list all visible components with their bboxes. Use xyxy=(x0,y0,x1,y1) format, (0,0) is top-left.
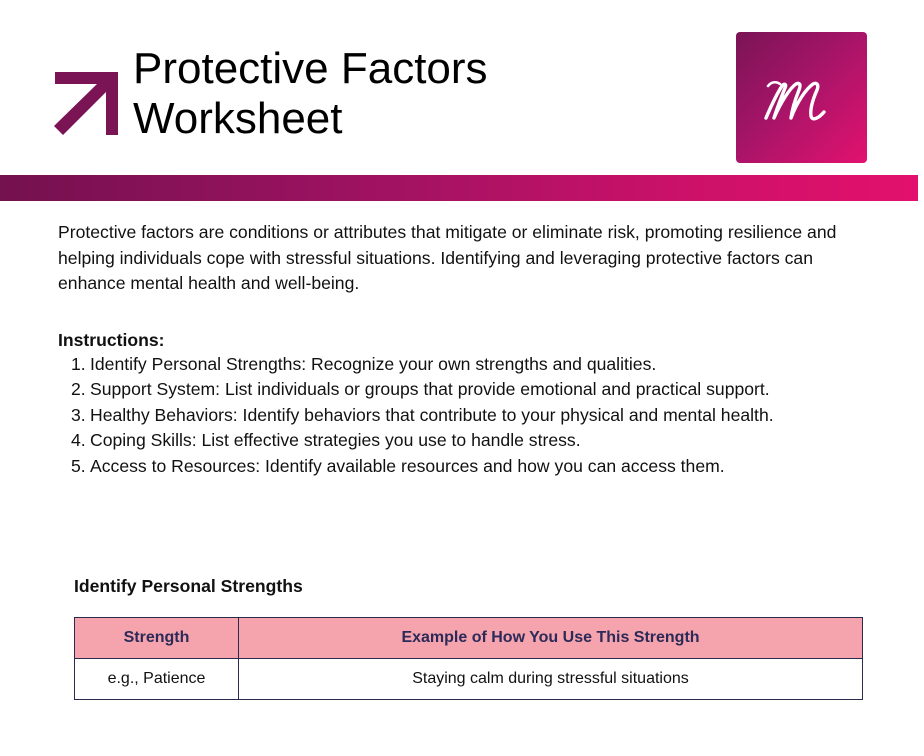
instruction-step xyxy=(71,454,880,479)
instruction-step xyxy=(71,352,880,377)
strengths-table xyxy=(74,617,863,700)
step-number: 1. xyxy=(71,354,86,374)
table-cell-strength[interactable]: e.g., Patience xyxy=(75,659,239,700)
instructions-heading: Instructions: xyxy=(58,330,165,350)
table-row xyxy=(75,659,863,700)
table-cell-example[interactable]: Staying calm during stressful situations xyxy=(239,659,863,700)
step-text: Identify Personal Strengths: Recognize your own strengths and qualities. xyxy=(90,354,657,374)
step-text: Access to Resources: Identify available resources and how you can access them. xyxy=(90,455,725,476)
step-text: Healthy Behaviors: Identify behaviors that contribute to your physical and mental health. xyxy=(90,404,774,425)
step-number: 4. xyxy=(71,430,86,451)
step-number: 5. xyxy=(71,455,86,476)
instruction-step xyxy=(71,428,880,453)
section-heading-personal-strengths: Identify Personal Strengths xyxy=(74,576,303,596)
header-divider-band xyxy=(0,175,918,201)
step-number: 2. xyxy=(71,379,86,400)
intro-paragraph: Protective factors are conditions or attributes that mitigate or eliminate risk, promoting resilience and helping individuals cope with stressful situations. Identifying and leveraging protective factors can enhance mental health and well-being. xyxy=(58,222,837,294)
arrow-up-right-icon xyxy=(52,64,126,138)
step-number: 3. xyxy=(71,404,86,425)
page-title xyxy=(133,44,653,144)
instructions-list xyxy=(71,352,880,479)
instruction-step xyxy=(71,377,880,402)
table-header-row xyxy=(75,618,863,659)
brand-logo xyxy=(736,32,867,163)
column-header-strength: Strength xyxy=(75,618,239,659)
column-header-example: Example of How You Use This Strength xyxy=(239,618,863,659)
title-line-2: Worksheet xyxy=(133,94,343,143)
m-script-logo-icon xyxy=(736,32,867,163)
instruction-step xyxy=(71,403,880,428)
step-text: Support System: List individuals or groups that provide emotional and practical support. xyxy=(90,379,770,400)
step-text: Coping Skills: List effective strategies you use to handle stress. xyxy=(90,430,581,451)
title-line-1: Protective Factors xyxy=(133,44,488,93)
